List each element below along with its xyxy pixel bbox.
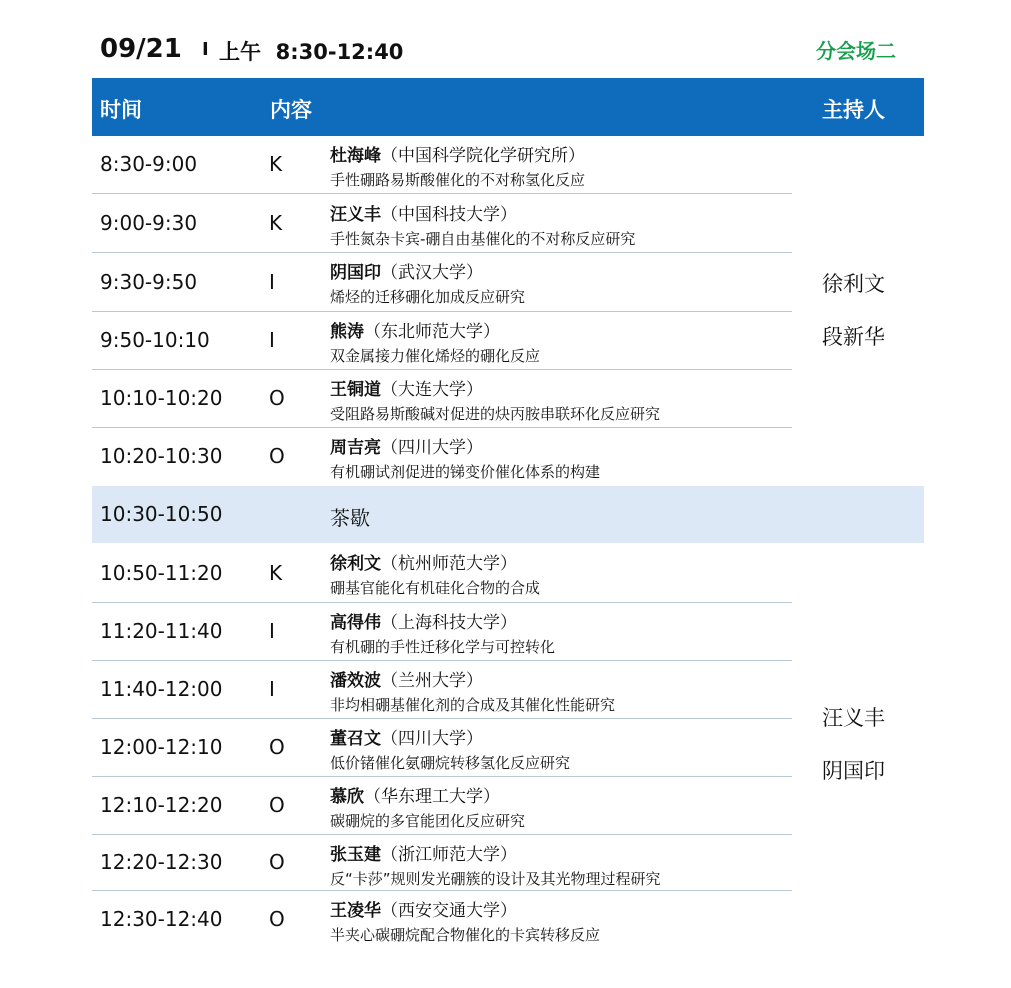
tea-break-row xyxy=(92,486,924,543)
speaker-affiliation: （上海科技大学） xyxy=(381,613,517,633)
row-time: 9:00-9:30 xyxy=(100,211,198,235)
speaker-affiliation: （大连大学） xyxy=(381,380,483,400)
speaker xyxy=(330,317,500,342)
schedule-row xyxy=(92,428,792,486)
host-name: 阴国印 xyxy=(822,759,885,783)
speaker-affiliation: （杭州师范大学） xyxy=(381,554,517,574)
talk-type: O xyxy=(269,907,285,931)
speaker-name: 慕欣 xyxy=(330,787,364,807)
talk-topic: 半夹心碳硼烷配合物催化的卡宾转移反应 xyxy=(330,926,601,944)
time-period: 上午 8:30-12:40 xyxy=(219,40,404,64)
date: 09/21 xyxy=(100,34,182,64)
talk-type: K xyxy=(269,211,283,235)
talk-type: O xyxy=(269,386,285,410)
speaker-affiliation: （中国科学院化学研究所） xyxy=(381,146,585,166)
row-time: 11:20-11:40 xyxy=(100,619,223,643)
schedule-row xyxy=(92,835,792,891)
schedule-row xyxy=(92,253,792,312)
speaker xyxy=(330,608,517,633)
row-time: 8:30-9:00 xyxy=(100,152,198,176)
host-name: 段新华 xyxy=(822,325,885,349)
talk-type: O xyxy=(269,444,285,468)
speaker-affiliation: （中国科技大学） xyxy=(381,205,517,225)
speaker xyxy=(330,549,517,574)
talk-topic: 碳硼烷的多官能团化反应研究 xyxy=(330,812,526,830)
speaker xyxy=(330,200,517,225)
talk-type: O xyxy=(269,793,285,817)
schedule-row xyxy=(92,370,792,428)
speaker-name: 阴国印 xyxy=(330,263,381,283)
talk-type: I xyxy=(269,677,275,701)
schedule-row xyxy=(92,661,792,719)
speaker-affiliation: （浙江师范大学） xyxy=(381,845,517,865)
speaker xyxy=(330,141,585,166)
speaker-name: 王铜道 xyxy=(330,380,381,400)
talk-type: O xyxy=(269,735,285,759)
talk-topic: 非均相硼基催化剂的合成及其催化性能研究 xyxy=(330,696,616,714)
row-time: 12:20-12:30 xyxy=(100,850,223,874)
talk-topic: 低价锗催化氨硼烷转移氢化反应研究 xyxy=(330,754,571,772)
row-time: 12:30-12:40 xyxy=(100,907,223,931)
speaker-name: 周吉亮 xyxy=(330,438,381,458)
header-host: 主持人 xyxy=(822,98,885,122)
talk-topic: 烯烃的迁移硼化加成反应研究 xyxy=(330,288,526,306)
speaker-name: 潘效波 xyxy=(330,671,381,691)
row-time: 10:20-10:30 xyxy=(100,444,223,468)
talk-topic: 手性氮杂卡宾-硼自由基催化的不对称反应研究 xyxy=(330,230,636,248)
header-content: 内容 xyxy=(270,98,312,122)
row-divider xyxy=(92,193,792,194)
row-time: 10:50-11:20 xyxy=(100,561,223,585)
talk-type: I xyxy=(269,270,275,294)
row-time: 12:00-12:10 xyxy=(100,735,223,759)
speaker-name: 董召文 xyxy=(330,729,381,749)
speaker-affiliation: （东北师范大学） xyxy=(364,322,500,342)
row-time: 11:40-12:00 xyxy=(100,677,223,701)
talk-type: O xyxy=(269,850,285,874)
speaker xyxy=(330,375,483,400)
row-time: 12:10-12:20 xyxy=(100,793,223,817)
row-time: 9:50-10:10 xyxy=(100,328,210,352)
speaker-affiliation: （四川大学） xyxy=(381,729,483,749)
speaker-affiliation: （武汉大学） xyxy=(381,263,483,283)
schedule-row xyxy=(92,136,792,194)
talk-topic: 反“卡莎”规则发光硼簇的设计及其光物理过程研究 xyxy=(330,870,661,888)
talk-topic: 有机硼试剂促进的锑变价催化体系的构建 xyxy=(330,463,601,481)
break-time: 10:30-10:50 xyxy=(100,502,223,526)
schedule-row xyxy=(92,719,792,777)
schedule-title-bar xyxy=(92,30,924,74)
talk-topic: 硼基官能化有机硅化合物的合成 xyxy=(330,579,541,597)
speaker-affiliation: （西安交通大学） xyxy=(381,901,517,921)
speaker-name: 汪义丰 xyxy=(330,205,381,225)
break-label: 茶歇 xyxy=(330,506,370,530)
talk-topic: 手性硼路易斯酸催化的不对称氢化反应 xyxy=(330,171,586,189)
speaker-affiliation: （兰州大学） xyxy=(381,671,483,691)
table-header xyxy=(92,78,924,136)
host-name: 汪义丰 xyxy=(822,706,885,730)
speaker-affiliation: （四川大学） xyxy=(381,438,483,458)
speaker-name: 杜海峰 xyxy=(330,146,381,166)
speaker xyxy=(330,724,483,749)
talk-type: I xyxy=(269,619,275,643)
speaker xyxy=(330,896,517,921)
speaker-affiliation: （华东理工大学） xyxy=(364,787,500,807)
row-time: 9:30-9:50 xyxy=(100,270,198,294)
schedule-row xyxy=(92,195,792,253)
header-time: 时间 xyxy=(100,98,142,122)
talk-topic: 有机硼的手性迁移化学与可控转化 xyxy=(330,638,556,656)
speaker xyxy=(330,666,483,691)
speaker-name: 王凌华 xyxy=(330,901,381,921)
schedule-row xyxy=(92,312,792,370)
schedule-row xyxy=(92,603,792,661)
schedule-row xyxy=(92,777,792,835)
speaker xyxy=(330,782,500,807)
row-time: 10:10-10:20 xyxy=(100,386,223,410)
talk-topic: 双金属接力催化烯烃的硼化反应 xyxy=(330,347,541,365)
talk-type: K xyxy=(269,152,283,176)
schedule-row xyxy=(92,544,792,603)
speaker-name: 张玉建 xyxy=(330,845,381,865)
schedule-row xyxy=(92,891,792,949)
speaker-name: 熊涛 xyxy=(330,322,364,342)
speaker xyxy=(330,840,517,865)
host-name: 徐利文 xyxy=(822,272,885,296)
talk-topic: 受阻路易斯酸碱对促进的炔丙胺串联环化反应研究 xyxy=(330,405,661,423)
speaker-name: 徐利文 xyxy=(330,554,381,574)
talk-type: K xyxy=(269,561,283,585)
title-separator: I xyxy=(202,39,209,60)
speaker xyxy=(330,258,483,283)
session-name: 分会场二 xyxy=(816,39,896,63)
speaker xyxy=(330,433,483,458)
talk-type: I xyxy=(269,328,275,352)
speaker-name: 高得伟 xyxy=(330,613,381,633)
